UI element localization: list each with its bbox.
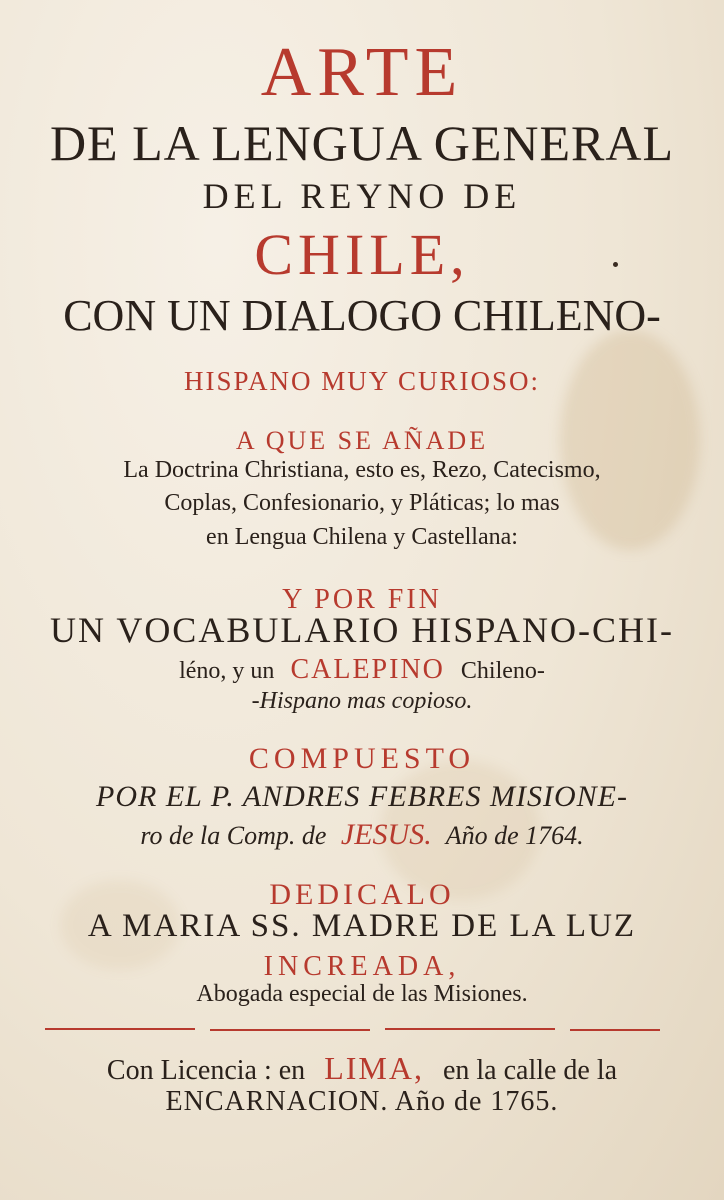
imprint-line-1 (0, 1052, 724, 1085)
title-chile: CHILE, (254, 222, 470, 287)
dedication-line-3: Abogada especial de las Misiones. (196, 981, 528, 1007)
calepino-word: CALEPINO (290, 654, 445, 685)
divider-rule (385, 1028, 555, 1030)
author-heading: COMPUESTO (248, 742, 476, 775)
contents-line-2: Coplas, Confesionario, y Pláticas; lo mas (164, 490, 560, 516)
contents-line-3: en Lengua Chilena y Castellana: (206, 524, 518, 550)
author-line-1: POR EL P. ANDRES FEBRES MISIONE- (96, 780, 628, 813)
contents-line-1: La Doctrina Christiana, esto es, Rezo, Catecismo, (123, 457, 601, 483)
vocab-line-2-a: léno, y un (179, 658, 275, 684)
imprint-line-1-a: Con Licencia : en (106, 1055, 306, 1086)
lima-word: LIMA, (324, 1050, 424, 1086)
author-year: Año de 1764. (445, 821, 584, 850)
title-line-2: DE LA LENGUA GENERAL (49, 115, 675, 171)
vocab-line-2 (0, 656, 724, 684)
divider-rule (45, 1028, 195, 1030)
imprint-line-1-c: en la calle de la (442, 1055, 618, 1086)
divider-rule (210, 1029, 370, 1031)
title-line-6: HISPANO MUY CURIOSO: (183, 366, 541, 396)
dedication-line-1: A MARIA SS. MADRE DE LA LUZ (87, 908, 637, 944)
title-arte: ARTE (260, 34, 464, 111)
divider-rule (570, 1029, 660, 1031)
title-line-5: CON UN DIALOGO CHILENO- (63, 291, 661, 340)
vocab-heading: Y POR FIN (282, 584, 442, 615)
author-line-2 (0, 820, 724, 850)
title-line-3: DEL REYNO DE (202, 176, 522, 216)
imprint-line-2: ENCARNACION. Año de 1765. (165, 1086, 559, 1117)
dedication-heading: DEDICALO (269, 878, 455, 911)
vocab-line-2-c: Chileno- (460, 658, 545, 684)
vocab-line-3: -Hispano mas copioso. (251, 688, 473, 714)
author-line-2-a: ro de la Comp. de (140, 821, 327, 850)
jesus-word: JESUS. (340, 818, 432, 851)
vocab-line-1: UN VOCABULARIO HISPANO-CHI- (49, 610, 675, 650)
dedication-line-2: INCREADA, (263, 951, 461, 982)
contents-heading: A QUE SE AÑADE (235, 426, 489, 455)
